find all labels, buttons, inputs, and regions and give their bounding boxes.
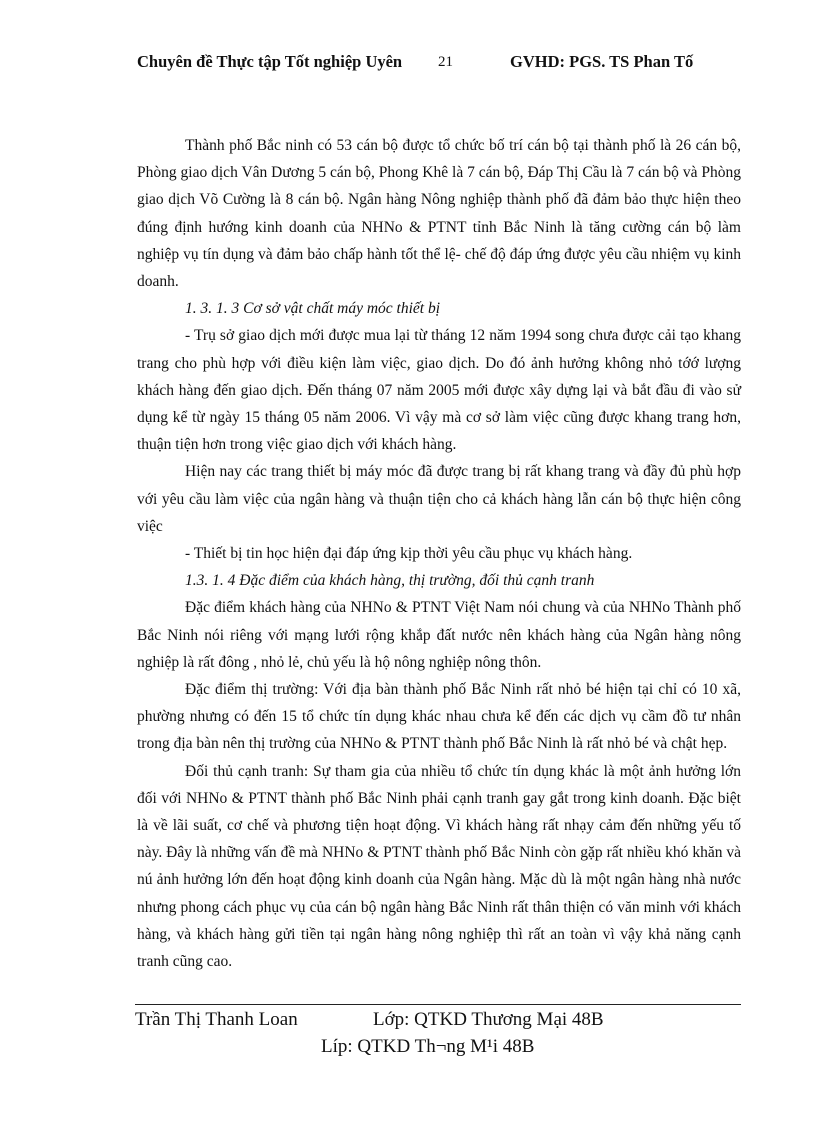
footer-author: Trần Thị Thanh Loan	[135, 1009, 298, 1030]
section-heading-facilities: 1. 3. 1. 3 Cơ sở vật chất máy móc thiết bị	[185, 300, 441, 318]
paragraph-headquarters: - Trụ sở giao dịch mới được mua lại từ tháng 12 năm 1994 song chưa được cải tạo khang trang cho phù hợp với điều kiện làm việc, giao dịch. Do đó ảnh hưởng không nhỏ tớớ lượng khách hàng đến giao dịch. Đến tháng 07 năm 2005 mới được xây dựng lại và bắt đầu đi vào sử dụng kể từ ngày 15 tháng 05 năm 2006. Vì vậy mà cơ sở làm việc cũng được khang trang hơn, thuận tiện hơn trong việc giao dịch với khách hàng.	[137, 327, 741, 454]
footer-divider	[135, 1004, 741, 1005]
paragraph-it: - Thiết bị tin học hiện đại đáp ứng kịp thời yêu cầu phục vụ khách hàng.	[185, 545, 633, 563]
paragraph-market: Đặc điểm thị trường: Với địa bàn thành phố Bắc Ninh rất nhỏ bé hiện tại chỉ có 10 xã, phường nhưng có đến 15 tổ chức tín dụng khác nhau chưa kể đến các dịch vụ cầm đồ tư nhân trong địa bàn nên thị trường của NHNo & PTNT thành phố Bắc Ninh là rất nhỏ bé và chật hẹp.	[137, 681, 741, 753]
paragraph-customers: Đặc điểm khách hàng của NHNo & PTNT Việt Nam nói chung và của NHNo Thành phố Bắc Ninh nói riêng với mạng lưới rộng khắp đất nước nên khách hàng của Ngân hàng nông nghiệp là rất đông , nhỏ lẻ, chủ yếu là hộ nông nghiệp nông thôn.	[137, 599, 741, 671]
section-heading-customers: 1.3. 1. 4 Đặc điểm của khách hàng, thị trường, đối thủ cạnh tranh	[185, 572, 595, 590]
header-advisor: GVHD: PGS. TS Phan Tố	[510, 52, 694, 71]
paragraph-staff: Thành phố Bắc ninh có 53 cán bộ được tổ chức bố trí cán bộ tại thành phố là 26 cán bộ, Phòng giao dịch Vân Dương 5 cán bộ, Phong Khê là 7 cán bộ, Đáp Thị Cầu là 7 cán bộ và Phòng giao dịch Võ Cường là 8 cán bộ. Ngân hàng Nông nghiệp thành phố đã đảm bảo thực hiện theo đúng định hướng kinh doanh của NHNo & PTNT tỉnh Bắc Ninh là tăng cường cán bộ làm nghiệp vụ tín dụng và đảm bảo chấp hành tốt thể lệ- chế độ đáp ứng được yêu cầu nhiệm vụ kinh doanh.	[137, 137, 741, 291]
paragraph-equipment: Hiện nay các trang thiết bị máy móc đã được trang bị rất khang trang và đầy đủ phù hợp với yêu cầu làm việc của ngân hàng và thuận tiện cho cả khách hàng lẫn cán bộ thực hiện công việc	[137, 463, 741, 535]
paragraph-competitors: Đối thủ cạnh tranh: Sự tham gia của nhiều tổ chức tín dụng khác là một ảnh hưởng lớn đối với NHNo & PTNT thành phố Bắc Ninh phải cạnh tranh gay gắt trong kinh doanh. Đặc biệt là về lãi suất, cơ chế và phương tiện hoạt động. Vì khách hàng rất nhạy cảm đến những yếu tố này. Đây là những vấn đề mà NHNo & PTNT thành phố Bắc Ninh còn gặp rất nhiều khó khăn và nú ảnh hưởng lớn đến hoạt động kinh doanh của Ngân hàng. Mặc dù là một ngân hàng nhà nước nhưng phong cách phục vụ của cán bộ ngân hàng Bắc Ninh rất thân thiện có văn minh với khách hàng, và khách hàng gửi tiền tại ngân hàng nông nghiệp thì rất an toàn vì vậy khả năng cạnh tranh cũng cao.	[137, 762, 741, 971]
footer-class: Lớp: QTKD Thương Mại 48B	[373, 1009, 604, 1030]
footer-class-garbled: Líp: QTKD Th¬ng M¹i 48B	[321, 1036, 535, 1057]
page-number: 21	[438, 54, 453, 70]
document-body	[137, 132, 741, 975]
header-title: Chuyên đề Thực tập Tốt nghiệp Uyên	[137, 52, 403, 71]
